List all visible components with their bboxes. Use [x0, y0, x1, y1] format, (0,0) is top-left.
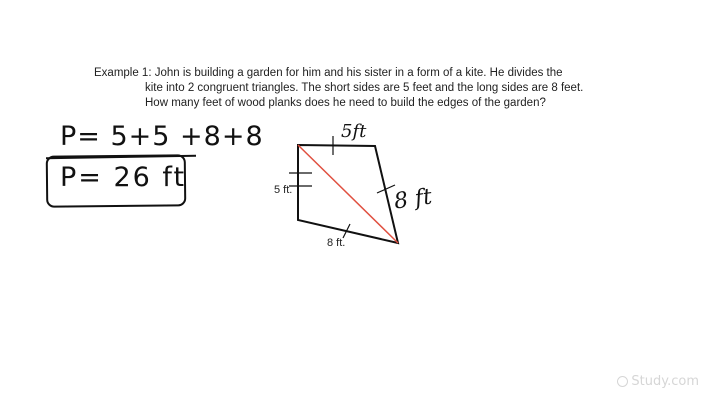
study-watermark: [617, 374, 699, 389]
watermark-text: Study.com: [631, 374, 699, 389]
short-side-label: 5 ft.: [274, 184, 293, 196]
top-side-label: 5ft: [341, 121, 367, 142]
problem-line-1: Example 1: John is building a garden for him and his sister in a form of a kite. He divides the: [94, 67, 563, 79]
problem-line-3: How many feet of wood planks does he need to build the edges of the garden?: [145, 97, 546, 109]
bottom-side-label: 8 ft.: [327, 237, 346, 249]
perimeter-equation: P= 5+5 +8+8: [60, 121, 264, 152]
right-side-label: 8 ft: [392, 184, 434, 215]
problem-line-2: kite into 2 congruent triangles. The short sides are 5 feet and the long sides are 8 feet.: [145, 82, 584, 94]
perimeter-answer: P= 26 ft: [60, 162, 187, 193]
study-logo-icon: [617, 376, 628, 387]
